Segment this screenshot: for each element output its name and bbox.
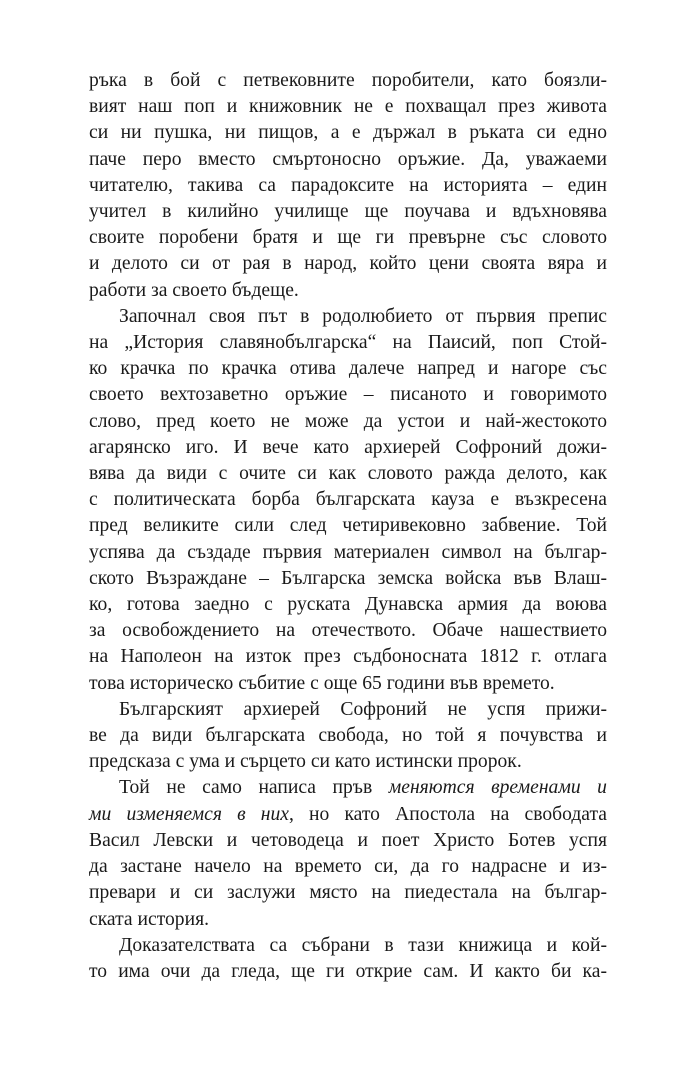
text-line: слово, пред което не може да устои и най-жестокото [89, 410, 607, 432]
text-run: Той не само написа пръв [119, 777, 389, 799]
text-line: агарянско иго. И вече като архиерей Софроний дожи- [89, 436, 607, 458]
text-line: пред великите сили след четиривековно забвение. Той [89, 515, 607, 537]
text-line: с политическата борба българската кауза е възкресена [89, 489, 607, 511]
italic-quote: ми изменяемся в них [89, 803, 289, 825]
text-line: ската история. [89, 908, 209, 930]
text-line: то има очи да гледа, ще ги открие сам. И както би ка- [89, 960, 607, 982]
paragraph-2 [89, 304, 607, 697]
text-run: , но като Апостола на свободата [288, 803, 607, 825]
text-line: на Наполеон на изток през съдбоносната 1812 г. отлага [89, 646, 607, 668]
text-line: на „История славянобългарска“ на Паисий, поп Стой- [89, 332, 607, 354]
text-line: вява да види с очите си как словото ражда делото, как [89, 463, 607, 485]
text-line [89, 802, 607, 828]
text-line: ското Възраждане – Българска земска войска във Влаш- [89, 567, 607, 589]
paragraph-1 [89, 68, 607, 304]
text-line: Доказателствата са събрани в тази книжица и кой- [119, 934, 607, 956]
italic-quote: меняются временами и [388, 777, 607, 799]
text-line: работи за своето бъдеще. [89, 279, 299, 301]
text-line: учител в килийно училище ще поучава и вдъхновява [89, 201, 607, 223]
text-line: Българският архиерей Софроний не успя прижи- [119, 698, 607, 720]
paragraph-3 [89, 697, 607, 776]
page-body [89, 68, 607, 985]
text-line: своето вехтозаветно оръжие – писаното и говоримото [89, 384, 607, 406]
text-line: превари и си заслужи място на пиедестала на българ- [89, 882, 607, 904]
text-line [89, 775, 607, 801]
paragraph-5 [89, 933, 607, 985]
text-line: да застане начело на времето си, да го надрасне и из- [89, 856, 607, 878]
text-line: своите поробени братя и ще ги превърне със словото [89, 227, 607, 249]
text-line: Започнал своя път в родолюбието от първия препис [119, 305, 607, 327]
text-line: ко крачка по крачка отива далече напред и нагоре със [89, 358, 607, 380]
text-line: вият наш поп и книжовник не е похващал през живота [89, 96, 607, 118]
text-line: паче перо вместо смъртоносно оръжие. Да, уважаеми [89, 148, 607, 170]
text-line: си ни пушка, ни пищов, а е държал в ръката си едно [89, 122, 607, 144]
text-line: ко, готова заедно с руската Дунавска армия да воюва [89, 594, 607, 616]
text-line: предсказа с ума и сърцето си като истински пророк. [89, 751, 522, 773]
text-line: за освобождението на отечеството. Обаче нашествието [89, 620, 607, 642]
text-line: ръка в бой с петвековните поробители, като боязли- [89, 70, 607, 91]
text-line: Васил Левски и четоводеца и поет Христо Ботев успя [89, 829, 607, 851]
text-line: ве да види българската свобода, но той я почувства и [89, 725, 607, 747]
paragraph-4 [89, 775, 607, 932]
text-line: успява да създаде първия материален символ на българ- [89, 541, 607, 563]
text-line: читателю, такива са парадоксите на историята – един [89, 174, 607, 196]
text-line: това историческо събитие с още 65 години във времето. [89, 672, 555, 694]
text-line: и делото си от рая в народ, който цени своята вяра и [89, 253, 607, 275]
